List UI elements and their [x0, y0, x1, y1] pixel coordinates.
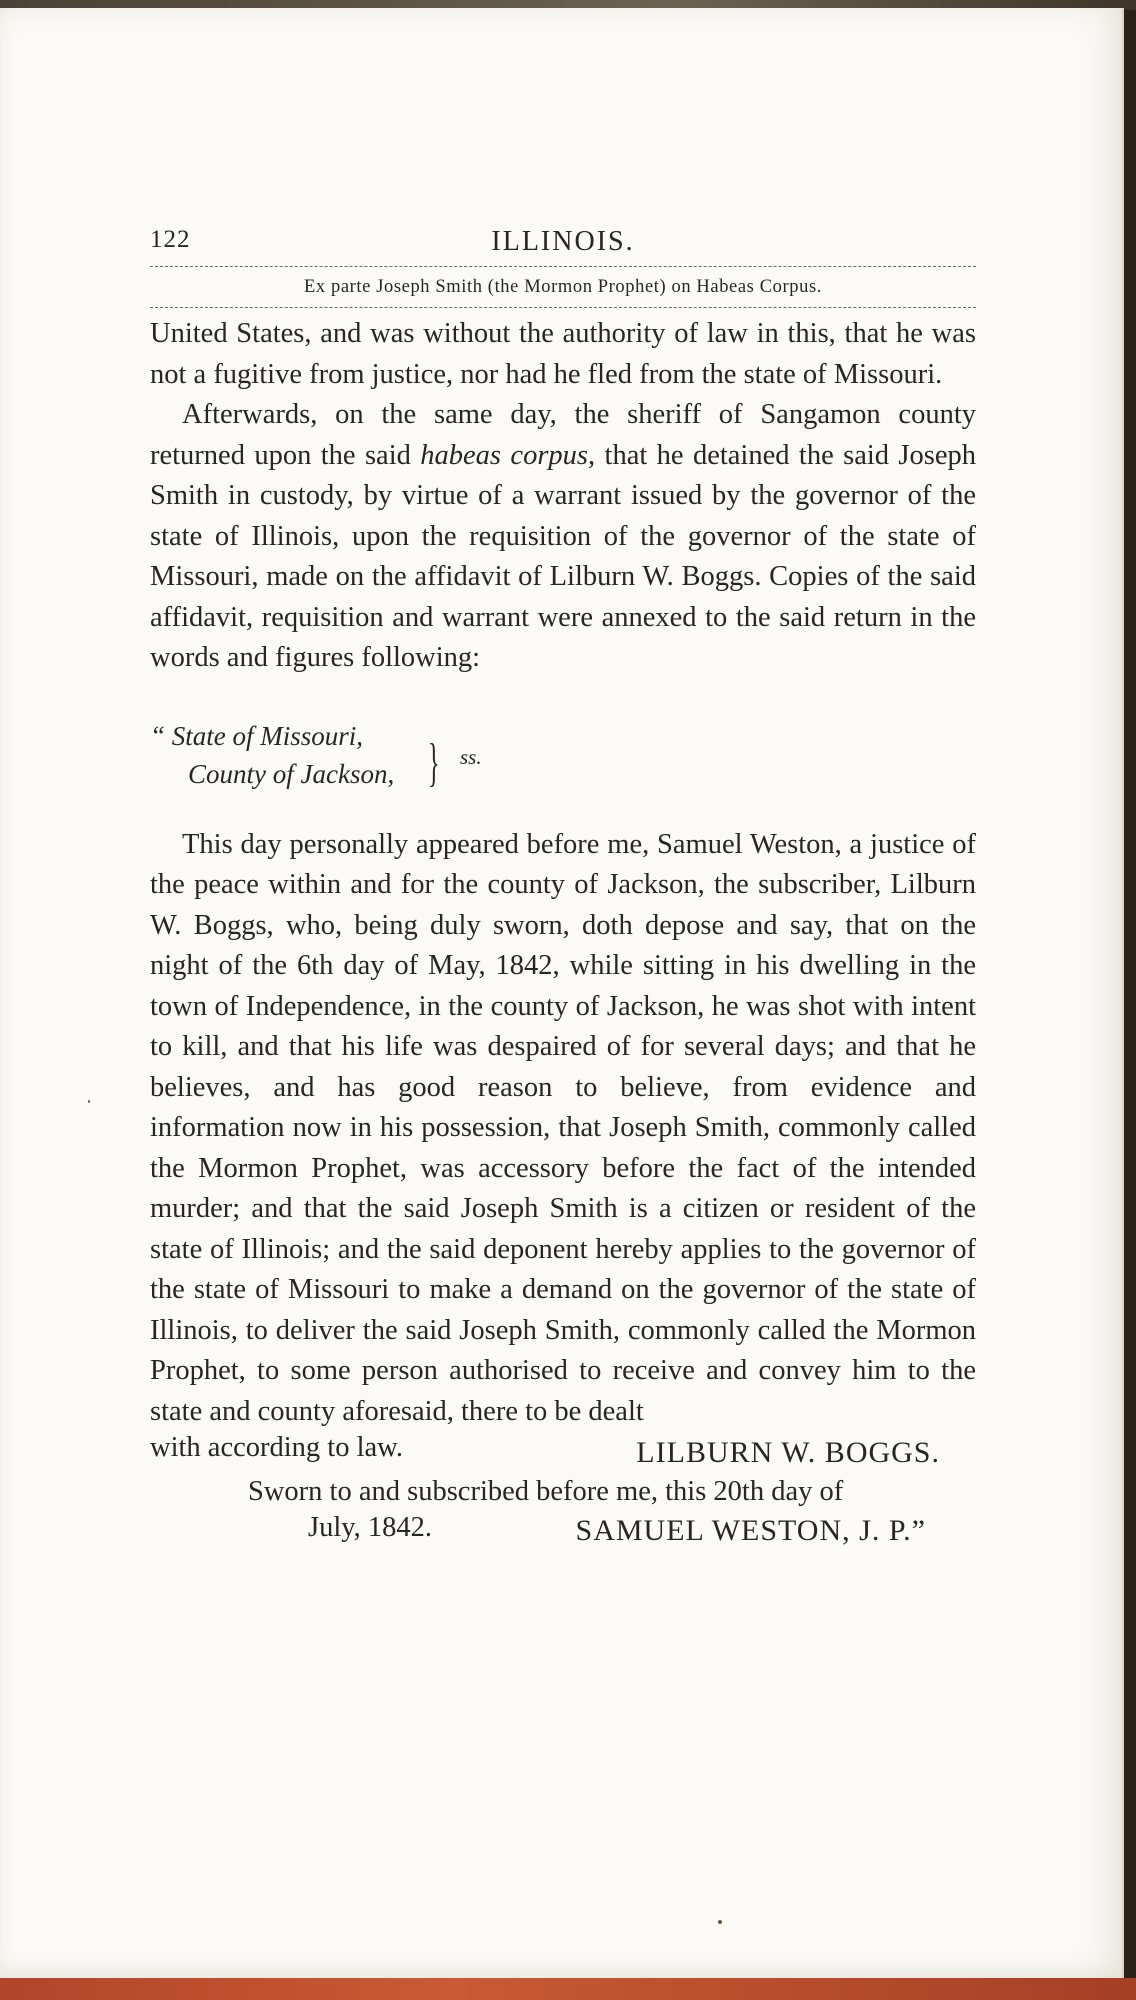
paragraph-2: [150, 395, 976, 679]
venue-caption: [150, 721, 976, 813]
running-title: ILLINOIS.: [491, 226, 635, 257]
venue-state: “ State of Missouri,: [150, 720, 364, 751]
page-number: 122: [150, 226, 191, 253]
header-rule-bottom: [150, 307, 976, 308]
paragraph-1: United States, and was without the authority of law in this, that he was not a fugitive from justice, nor had he fled from the state of Missouri.: [150, 318, 976, 390]
case-subheading-text: Ex parte Joseph Smith (the Mormon Prophet) on Habeas Corpus.: [304, 277, 822, 297]
venue-county: County of Jackson,: [188, 758, 395, 789]
venue-ss: ss.: [460, 744, 482, 769]
boggs-signature: LILBURN W. BOGGS.: [636, 1436, 940, 1469]
paragraph-2-end: , that he detained the said Joseph Smith in custody, by virtue of a warrant issued by the governor of the state of Illinois, upon the requisition of the governor of the state of Missouri, made on the affidavit of Lilburn W. Boggs. Copies of the said affidavit, requisition and warrant were annexed to the said return in the words and figures following:: [150, 439, 977, 673]
book-page: [0, 8, 1124, 1980]
paragraph-2-start: Afterwards, on the same day, the sheriff of Sangamon county returned upon the said: [150, 399, 976, 471]
boggs-signature-line: [150, 1432, 976, 1472]
habeas-corpus-italic: habeas corpus: [420, 439, 589, 471]
affidavit-ending: with according to law.: [150, 1432, 403, 1463]
venue-brace: }: [428, 735, 440, 793]
sworn-date: July, 1842.: [308, 1512, 433, 1543]
weston-signature: SAMUEL WESTON, J. P.”: [575, 1514, 926, 1547]
affidavit-paragraph: This day personally appeared before me, Samuel Weston, a justice of the peace within and for the county of Jackson, the subscriber, Lilburn W. Boggs, who, being duly sworn, doth depose and say, that on the night of the 6th day of May, 1842, while sitting in his dwelling in the town of Independence, in the county of Jackson, he was shot with intent to kill, and that his life was despaired of for several days; and that he believes, and has good reason to believe, from evidence and information now in his possession, that Joseph Smith, commonly called the Mormon Prophet, was accessory before the fact of the intended murder; and that the said Joseph Smith is a citizen or resident of the state of Illinois; and the said deponent hereby applies to the governor of the state of Missouri to make a demand on the governor of the state of Illinois, to deliver the said Joseph Smith, commonly called the Mormon Prophet, to some person authorised to receive and convey him to the state and county aforesaid, there to be dealt: [150, 828, 976, 1427]
sworn-line: Sworn to and subscribed before me, this 20th day of: [248, 1476, 844, 1507]
book-bottom-edge: [0, 1978, 1136, 2000]
case-subheading: [150, 267, 976, 307]
paper-speck: [718, 1920, 722, 1924]
running-head: [150, 220, 976, 266]
weston-signature-line: [150, 1512, 976, 1556]
paper-speck: [88, 1100, 90, 1103]
page-content: [150, 220, 976, 1556]
